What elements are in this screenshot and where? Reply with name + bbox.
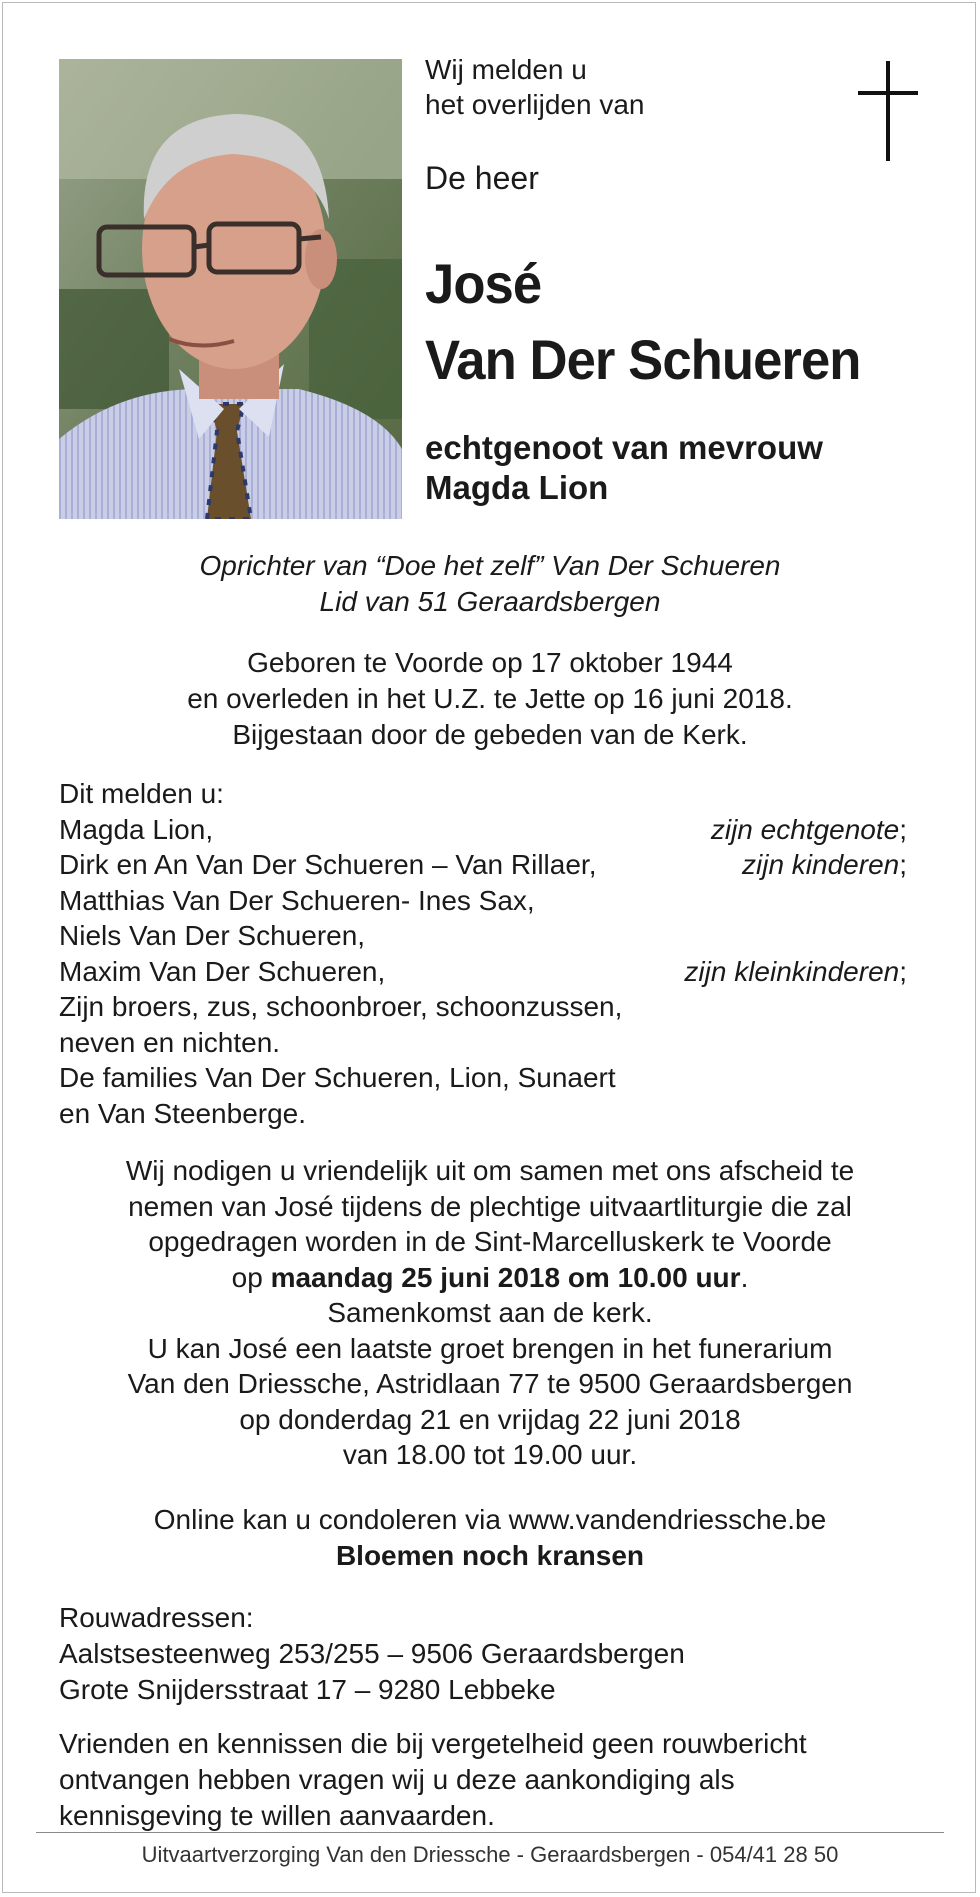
family-member: Magda Lion,: [59, 813, 214, 845]
invitation-line: U kan José een laatste groet brengen in het funerarium: [147, 1332, 833, 1364]
family-member: Maxim Van Der Schueren,: [59, 955, 386, 987]
invitation-line: nemen van José tijdens de plechtige uitvaartliturgie die zal: [128, 1190, 852, 1222]
birth-line: Geboren te Voorde op 17 oktober 1944: [247, 647, 733, 678]
date-prefix: op: [231, 1261, 271, 1293]
invitation-line: Samenkomst aan de kerk.: [327, 1297, 653, 1328]
spouse-info: [425, 428, 823, 508]
first-name: José: [425, 252, 542, 315]
invitation-line: opgedragen worden in de Sint-Marcelluskerk te Voorde: [148, 1226, 832, 1257]
list-item: [59, 954, 907, 990]
relation: zijn kinderen: [742, 849, 900, 880]
death-line: en overleden in het U.Z. te Jette op 16 juni 2018.: [187, 683, 793, 714]
list-item: [59, 883, 907, 919]
family-member: Matthias Van Der Schueren- Ines Sax,: [59, 884, 535, 916]
family-heading: Dit melden u:: [59, 778, 224, 809]
announcement-intro: [425, 52, 644, 122]
friends-line: kennisgeving te willen aanvaarden.: [59, 1800, 495, 1831]
family-member: en Van Steenberge.: [59, 1097, 307, 1129]
relation: zijn echtgenote: [710, 813, 900, 845]
family-member: Zijn broers, zus, schoonbroer, schoonzussen,: [59, 991, 623, 1022]
intro-line: het overlijden van: [425, 89, 645, 120]
online-condolences: [0, 1502, 980, 1574]
friends-line: Vrienden en kennissen die bij vergetelheid geen rouwbericht: [59, 1728, 807, 1759]
list-item: [59, 847, 907, 883]
date-suffix: .: [740, 1261, 749, 1293]
family-member: De families Van Der Schueren, Lion, Sunaert: [59, 1062, 616, 1093]
invitation-line: Van den Driessche, Astridlaan 77 te 9500 Geraardsbergen: [127, 1368, 853, 1399]
friends-line: ontvangen hebben vragen wij u deze aankondiging als: [59, 1764, 735, 1795]
cross-icon: [858, 61, 918, 161]
footer-divider: [36, 1832, 944, 1833]
honorific: De heer: [425, 160, 539, 196]
family-list: [59, 776, 907, 1131]
list-item: [59, 989, 907, 1025]
portrait-photo: [59, 59, 402, 519]
family-member: Niels Van Der Schueren,: [59, 920, 366, 951]
condolence-link[interactable]: Online kan u condoleren via www.vandendriessche.be: [153, 1504, 827, 1535]
spouse-name: Magda Lion: [425, 469, 609, 506]
family-member: Dirk en An Van Der Schueren – Van Rillaer,: [59, 849, 597, 880]
relation-punct: ;: [899, 813, 907, 845]
funeral-date-line: [0, 1260, 980, 1296]
church-line: Bijgestaan door de gebeden van de Kerk.: [232, 719, 748, 750]
footer-funeral-home: Uitvaartverzorging Van den Driessche - Geraardsbergen - 054/41 28 50: [141, 1842, 839, 1867]
relation: zijn kleinkinderen: [684, 955, 900, 987]
relation-punct: ;: [899, 849, 907, 880]
mourning-addresses: [59, 1600, 685, 1708]
list-item: [59, 1096, 907, 1132]
birth-death-info: [0, 645, 980, 753]
founder-line: Oprichter van “Doe het zelf” Van Der Schueren: [199, 550, 781, 581]
relation-punct: ;: [899, 955, 907, 987]
friends-notice: [59, 1726, 807, 1834]
funeral-date: maandag 25 juni 2018 om 10.00 uur: [270, 1261, 741, 1293]
invitation-line: op donderdag 21 en vrijdag 22 juni 2018: [239, 1403, 741, 1435]
intro-line: Wij melden u: [425, 54, 587, 85]
family-member: neven en nichten.: [59, 1026, 281, 1058]
spouse-line: echtgenoot van mevrouw: [425, 429, 823, 466]
list-item: [59, 918, 907, 954]
invitation-line: Wij nodigen u vriendelijk uit om samen met ons afscheid te: [125, 1155, 855, 1186]
founder-info: [0, 548, 980, 620]
deceased-name: [425, 246, 861, 398]
last-name: Van Der Schueren: [425, 328, 861, 391]
founder-line: Lid van 51 Geraardsbergen: [319, 586, 661, 617]
addresses-heading: Rouwadressen:: [59, 1602, 254, 1633]
flowers-note: Bloemen noch kransen: [335, 1540, 645, 1571]
list-item: [59, 1060, 907, 1096]
list-item: [59, 1025, 907, 1061]
list-item: [59, 812, 907, 848]
invitation-line: van 18.00 tot 19.00 uur.: [342, 1439, 638, 1470]
funeral-invitation: [0, 1153, 980, 1473]
address-line: Aalstsesteenweg 253/255 – 9506 Geraardsbergen: [59, 1638, 685, 1669]
address-line: Grote Snijdersstraat 17 – 9280 Lebbeke: [59, 1674, 556, 1705]
